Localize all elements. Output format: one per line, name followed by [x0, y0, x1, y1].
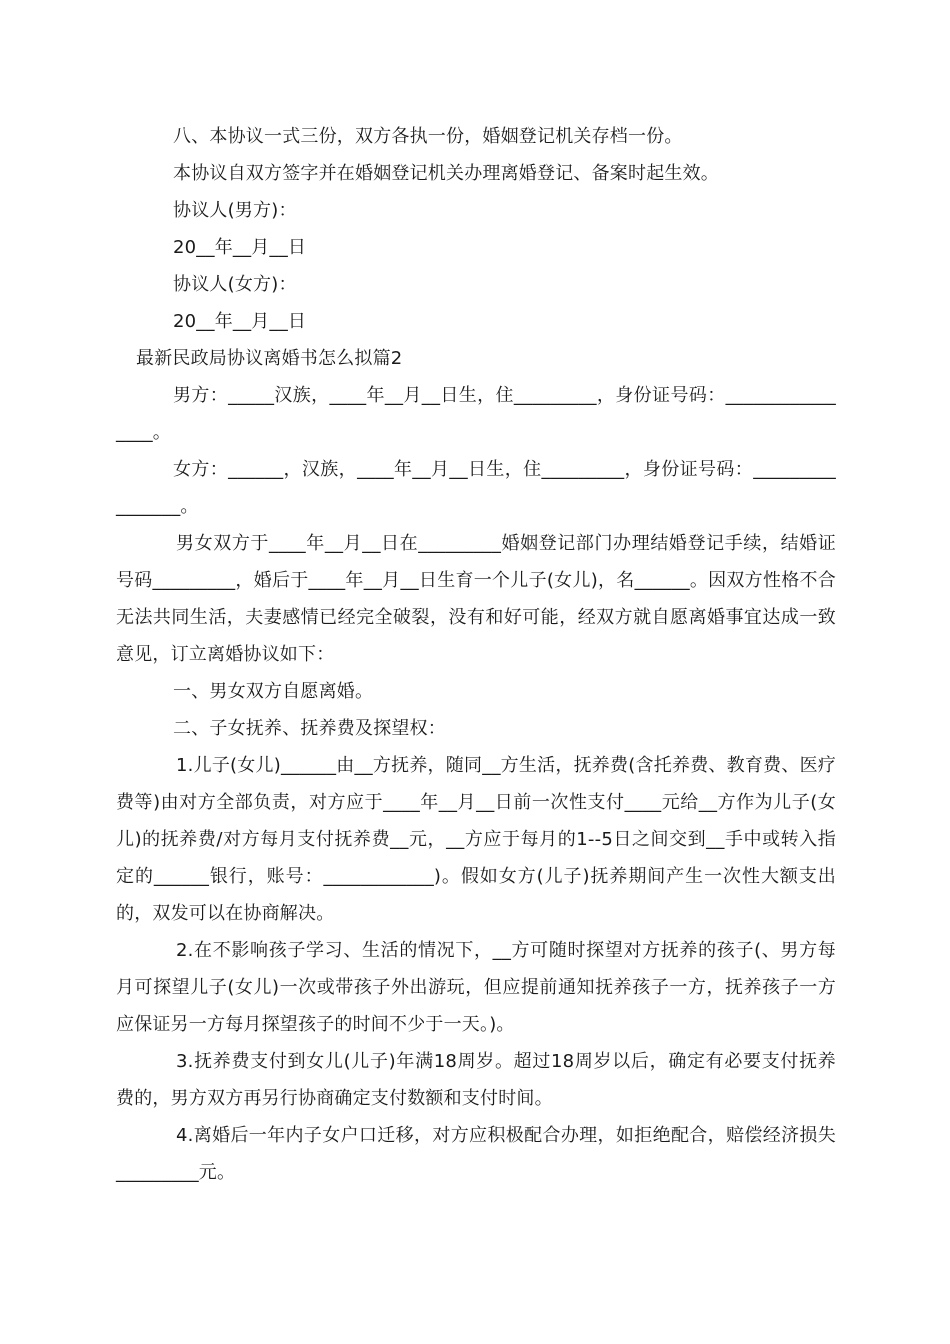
- clause-8: 八、本协议一式三份，双方各执一份，婚姻登记机关存档一份。: [173, 126, 683, 147]
- female-signatory-label: 协议人(女方)：: [173, 274, 297, 295]
- intro-paragraph: 男女双方于____年__月__日在_________婚姻登记部门办理结婚登记手续，结婚证号码_________，婚后于____年__月__日生育一个儿子(女儿)，名______。因双方性格不合无法共同生活，夫妻感情已经完全破裂，没有和好可能，经双方就自愿离婚事宜达成一致意见，订立离婚协议如下：: [116, 533, 836, 665]
- document-body: [116, 118, 836, 1191]
- male-party-info: 男方：_____汉族，____年__月__日生，住_________，身份证号码：________________。: [116, 385, 836, 443]
- section-heading: 最新民政局协议离婚书怎么拟篇2: [136, 348, 403, 369]
- female-sign-date: 20__年__月__日: [173, 311, 307, 332]
- male-sign-date: 20__年__月__日: [173, 237, 307, 258]
- item-1: 1.儿子(女儿)______由__方抚养，随同__方生活，抚养费(含托养费、教育费、医疗费等)由对方全部负责，对方应于____年__月__日前一次性支付____元给__方作为儿子(女儿)的抚养费/对方每月支付抚养费__元，__方应于每月的1--5日之间交到__手中或转入指定的______银行，账号：____________)。假如女方(儿子)抚养期间产生一次性大额支出的，双发可以在协商解决。: [116, 755, 836, 924]
- clause-2: 二、子女抚养、抚养费及探望权：: [173, 718, 446, 739]
- male-signatory-label: 协议人(男方)：: [173, 200, 297, 221]
- clause-1: 一、男女双方自愿离婚。: [173, 681, 374, 702]
- item-3: 3.抚养费支付到女儿(儿子)年满18周岁。超过18周岁以后，确定有必要支付抚养费的，男方双方再另行协商确定支付数额和支付时间。: [116, 1051, 836, 1109]
- effective-clause: 本协议自双方签字并在婚姻登记机关办理离婚登记、备案时起生效。: [173, 163, 719, 184]
- female-party-info: 女方：______，汉族，____年__月__日生，住_________，身份证号码：________________。: [116, 459, 836, 517]
- item-2: 2.在不影响孩子学习、生活的情况下，__方可随时探望对方抚养的孩子(、男方每月可探望儿子(女儿)一次或带孩子外出游玩，但应提前通知抚养孩子一方，抚养孩子一方应保证另一方每月探望孩子的时间不少于一天。)。: [116, 940, 836, 1035]
- item-4: 4.离婚后一年内子女户口迁移，对方应积极配合办理，如拒绝配合，赔偿经济损失_________元。: [116, 1125, 836, 1183]
